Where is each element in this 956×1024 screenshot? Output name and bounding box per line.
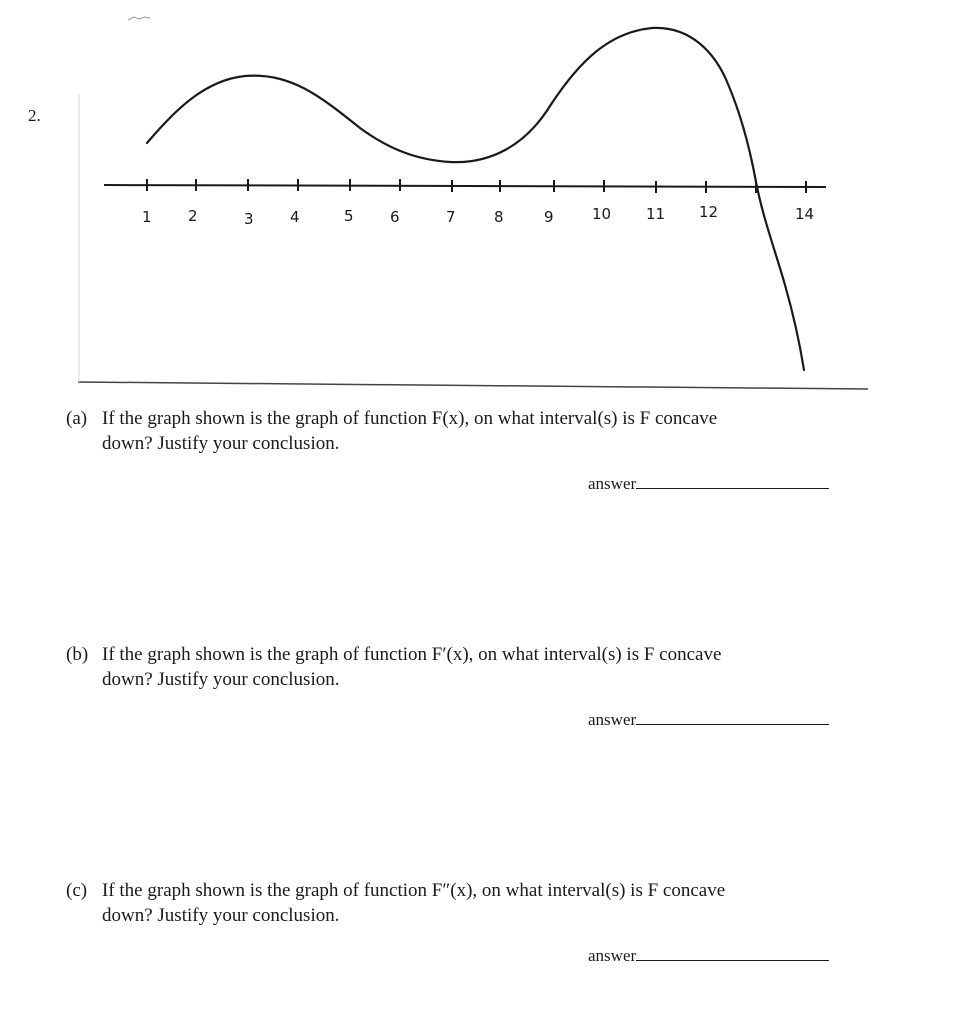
problem-number: 2. xyxy=(28,106,41,125)
question-c-line2: down? Justify your conclusion. xyxy=(102,905,340,926)
hand-drawn-graph xyxy=(0,0,956,400)
question-a xyxy=(66,406,866,456)
tick-label-3: 3 xyxy=(244,210,254,228)
question-c xyxy=(66,878,866,928)
tick-label-1: 1 xyxy=(142,208,152,226)
tick-label-6: 6 xyxy=(390,208,400,226)
question-b-line1: If the graph shown is the graph of function F′(x), on what interval(s) is F concave xyxy=(102,644,722,665)
page-rule xyxy=(78,382,868,389)
question-c-line1: If the graph shown is the graph of function F″(x), on what interval(s) is F concave xyxy=(102,880,726,901)
function-curve xyxy=(147,28,804,370)
tick-label-8: 8 xyxy=(494,208,504,226)
tick-label-14: 14 xyxy=(795,205,815,223)
answer-c-label: answer xyxy=(588,946,637,965)
tick-label-11: 11 xyxy=(646,205,666,223)
tick-label-9: 9 xyxy=(544,208,554,226)
tick-label-4: 4 xyxy=(290,208,300,226)
answer-a-line[interactable] xyxy=(636,474,829,489)
answer-a-label: answer xyxy=(588,474,637,493)
question-b-label: (b) xyxy=(66,644,89,665)
answer-b-label: answer xyxy=(588,710,637,729)
question-c-label: (c) xyxy=(66,880,88,901)
x-axis xyxy=(104,185,826,187)
question-b xyxy=(66,642,866,692)
question-a-line1: If the graph shown is the graph of function F(x), on what interval(s) is F concave xyxy=(102,408,718,429)
stray-mark xyxy=(128,17,150,20)
tick-label-5: 5 xyxy=(344,207,354,225)
answer-a xyxy=(588,474,829,494)
answer-c xyxy=(588,946,829,966)
answer-b-line[interactable] xyxy=(636,710,829,725)
tick-label-10: 10 xyxy=(592,205,612,223)
tick-label-2: 2 xyxy=(188,207,198,225)
answer-b xyxy=(588,710,829,730)
question-a-label: (a) xyxy=(66,408,88,429)
question-a-line2: down? Justify your conclusion. xyxy=(102,433,340,454)
answer-c-line[interactable] xyxy=(636,946,829,961)
tick-label-12: 12 xyxy=(699,203,719,221)
question-b-line2: down? Justify your conclusion. xyxy=(102,669,340,690)
tick-label-7: 7 xyxy=(446,208,456,226)
